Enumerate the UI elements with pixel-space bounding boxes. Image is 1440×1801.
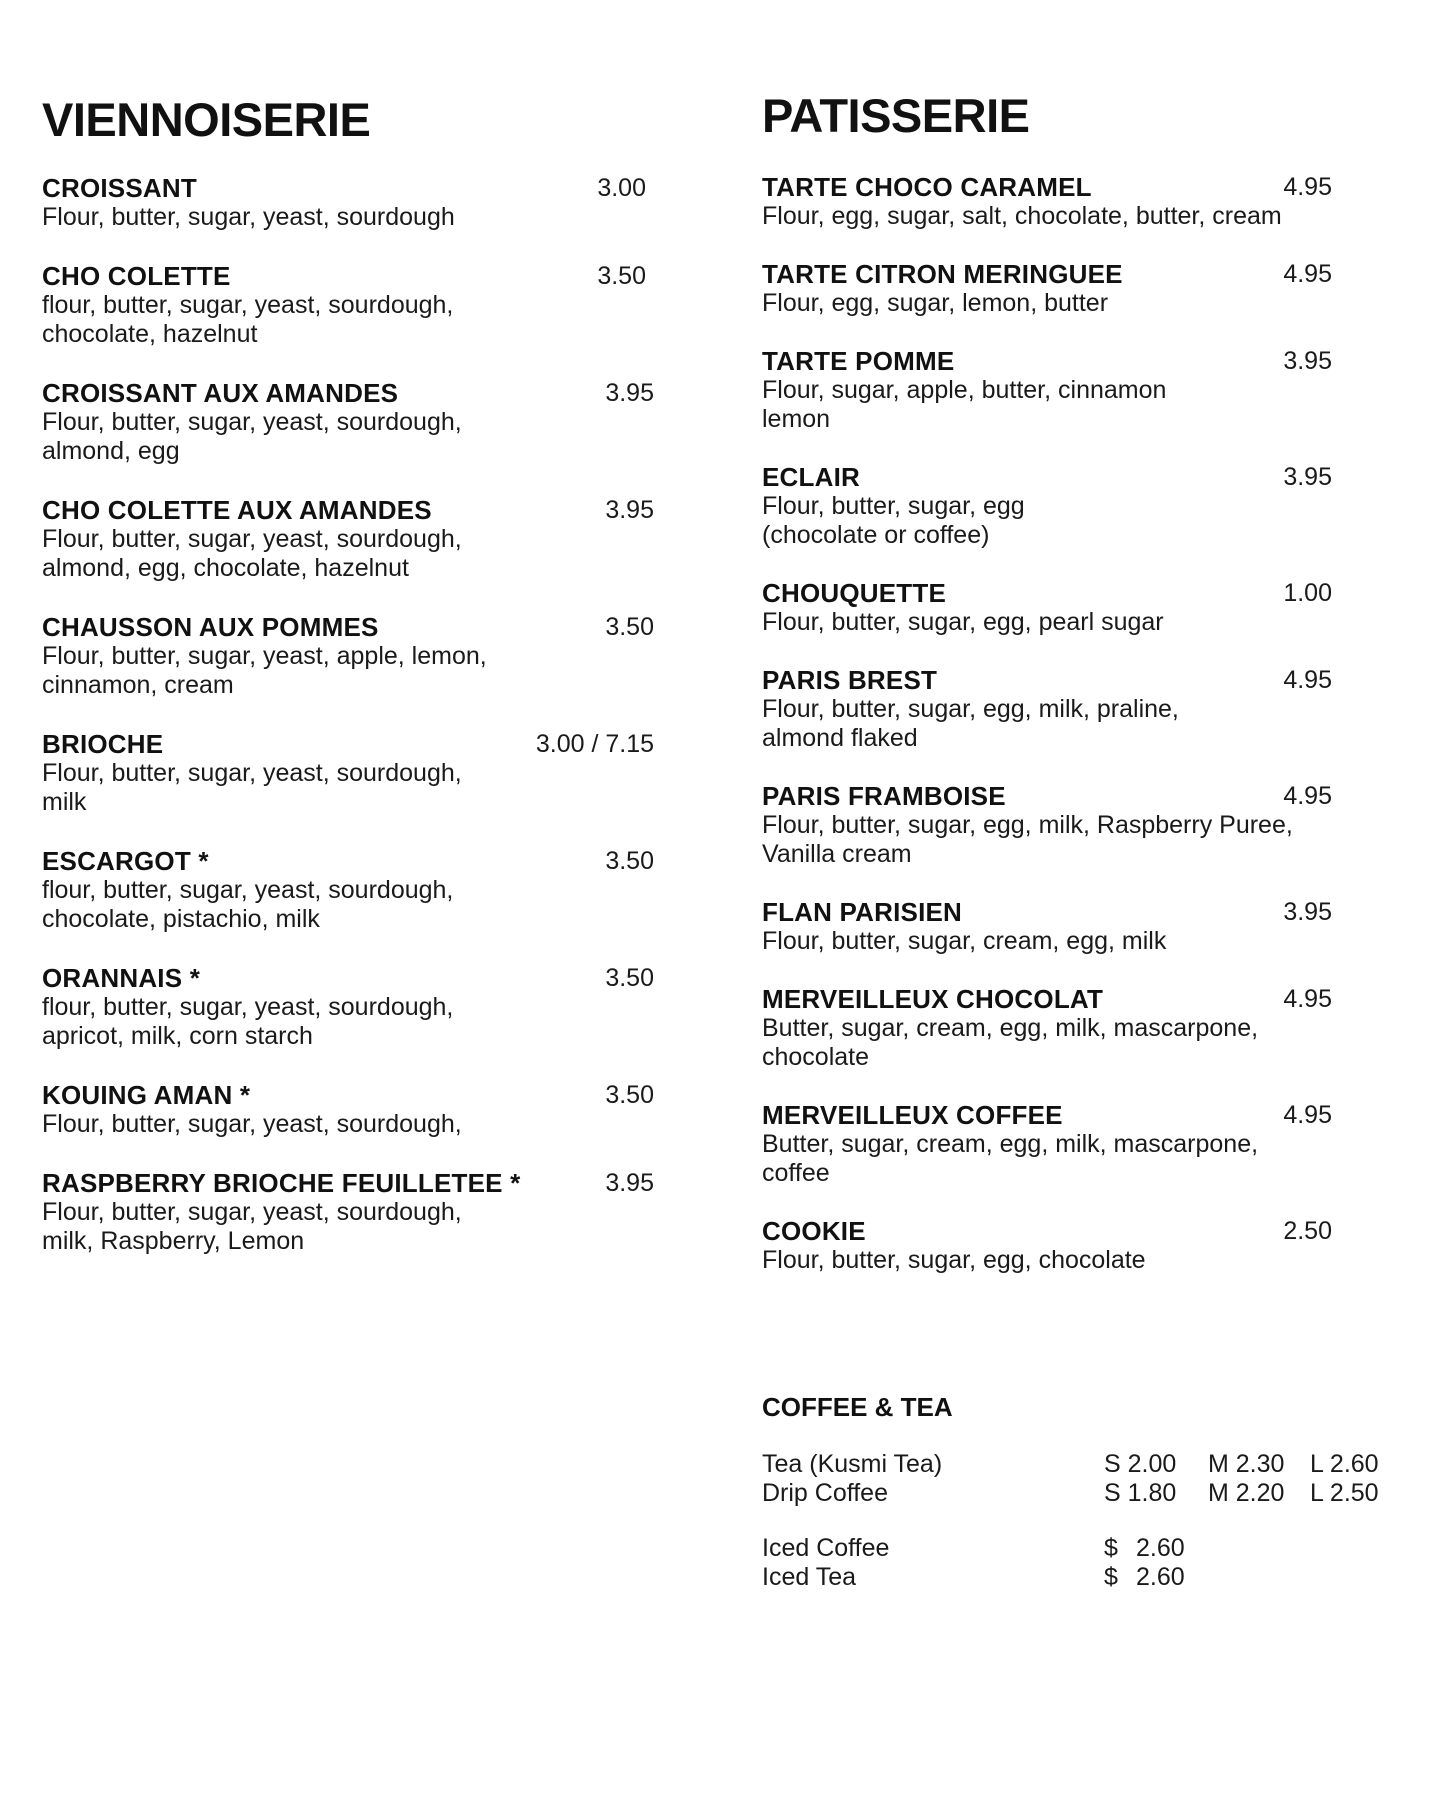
item-name: CHO COLETTE AUX AMANDES [42, 495, 432, 525]
item-description: Flour, butter, sugar, egg (chocolate or coffee) [762, 492, 1025, 549]
item-name: CROISSANT [42, 173, 197, 203]
item-price: 3.95 [1283, 347, 1332, 375]
menu-item [762, 579, 1392, 637]
item-price: 3.50 [597, 262, 646, 290]
menu-item [42, 1169, 652, 1256]
menu-item [42, 1081, 652, 1139]
item-name: CHO COLETTE [42, 261, 231, 291]
menu-item [762, 1101, 1392, 1188]
item-price: 4.95 [1283, 1101, 1332, 1129]
item-price: 3.95 [1283, 463, 1332, 491]
menu-item [42, 379, 652, 466]
item-description: Flour, butter, sugar, yeast, sourdough, almond, egg, chocolate, hazelnut [42, 525, 462, 582]
item-name: KOUING AMAN * [42, 1080, 251, 1110]
patisserie-title: PATISSERIE [762, 89, 1030, 142]
item-description: Flour, butter, sugar, yeast, sourdough, milk [42, 759, 462, 816]
menu-item [762, 782, 1392, 869]
menu-item [42, 262, 652, 349]
viennoiserie-title: VIENNOISERIE [42, 93, 371, 146]
menu-item [42, 847, 652, 934]
item-name: CHOUQUETTE [762, 578, 946, 608]
item-price: 3.00 / 7.15 [535, 730, 654, 758]
item-name: ORANNAIS * [42, 963, 201, 993]
menu-item [42, 730, 652, 817]
item-price: 3.95 [605, 1169, 654, 1197]
item-price: 3.95 [1283, 898, 1332, 926]
item-price: 3.50 [605, 847, 654, 875]
item-name: CROISSANT AUX AMANDES [42, 378, 399, 408]
drink-price: 2.60 [1136, 1563, 1185, 1591]
item-name: COOKIE [762, 1216, 866, 1246]
menu-item [762, 898, 1392, 956]
coffee-tea-section [762, 1392, 1402, 1592]
spacer [762, 1508, 1402, 1534]
size-large-price: L 2.60 [1310, 1450, 1379, 1478]
item-price: 2.50 [1283, 1217, 1332, 1245]
menu-item [762, 985, 1392, 1072]
item-price: 3.50 [605, 1081, 654, 1109]
item-name: MERVEILLEUX COFFEE [762, 1100, 1063, 1130]
drink-name: Tea (Kusmi Tea) [762, 1450, 943, 1478]
drink-row [762, 1534, 1402, 1563]
item-description: Flour, sugar, apple, butter, cinnamon lemon [762, 376, 1167, 433]
item-description: Butter, sugar, cream, egg, milk, mascarpone, chocolate [762, 1014, 1259, 1071]
size-small-price: S 1.80 [1104, 1479, 1177, 1507]
item-description: Flour, butter, sugar, yeast, sourdough, milk, Raspberry, Lemon [42, 1198, 462, 1255]
menu-item [762, 666, 1392, 753]
item-description: flour, butter, sugar, yeast, sourdough, apricot, milk, corn starch [42, 993, 454, 1050]
item-name: TARTE CITRON MERINGUEE [762, 259, 1123, 289]
item-price: 1.00 [1283, 579, 1332, 607]
currency-symbol: $ [1104, 1534, 1118, 1562]
item-name: ESCARGOT * [42, 846, 209, 876]
item-name: FLAN PARISIEN [762, 897, 963, 927]
item-price: 4.95 [1283, 173, 1332, 201]
menu-item [762, 173, 1392, 231]
patisserie-section [762, 88, 1392, 1304]
item-price: 4.95 [1283, 782, 1332, 810]
item-name: RASPBERRY BRIOCHE FEUILLETEE * [42, 1168, 521, 1198]
menu-item [762, 1217, 1392, 1275]
drink-name: Drip Coffee [762, 1479, 888, 1507]
item-description: Butter, sugar, cream, egg, milk, mascarpone, coffee [762, 1130, 1259, 1187]
drink-row [762, 1479, 1402, 1508]
menu-item [42, 964, 652, 1051]
item-description: flour, butter, sugar, yeast, sourdough, chocolate, pistachio, milk [42, 876, 454, 933]
menu-item [762, 260, 1392, 318]
menu-item [42, 613, 652, 700]
item-price: 3.95 [605, 496, 654, 524]
item-description: Flour, butter, sugar, yeast, sourdough, [42, 1110, 462, 1138]
item-name: PARIS BREST [762, 665, 938, 695]
item-price: 3.50 [605, 964, 654, 992]
item-name: CHAUSSON AUX POMMES [42, 612, 379, 642]
item-price: 4.95 [1283, 985, 1332, 1013]
item-description: Flour, butter, sugar, egg, milk, Raspberry Puree, Vanilla cream [762, 811, 1293, 868]
item-name: BRIOCHE [42, 729, 164, 759]
item-description: Flour, butter, sugar, egg, pearl sugar [762, 608, 1164, 636]
size-small-price: S 2.00 [1104, 1450, 1177, 1478]
drink-row [762, 1563, 1402, 1592]
item-price: 4.95 [1283, 260, 1332, 288]
item-price: 3.50 [605, 613, 654, 641]
size-medium-price: M 2.20 [1208, 1479, 1285, 1507]
menu-item [42, 174, 652, 232]
item-price: 3.95 [605, 379, 654, 407]
menu-item [762, 463, 1392, 550]
drink-name: Iced Coffee [762, 1534, 890, 1562]
item-description: Flour, egg, sugar, lemon, butter [762, 289, 1109, 317]
item-name: MERVEILLEUX CHOCOLAT [762, 984, 1104, 1014]
item-description: Flour, butter, sugar, cream, egg, milk [762, 927, 1167, 955]
item-name: TARTE POMME [762, 346, 955, 376]
item-name: PARIS FRAMBOISE [762, 781, 1006, 811]
item-description: Flour, butter, sugar, egg, chocolate [762, 1246, 1146, 1274]
item-name: ECLAIR [762, 462, 860, 492]
item-description: Flour, butter, sugar, yeast, sourdough [42, 203, 455, 231]
drink-name: Iced Tea [762, 1563, 857, 1591]
drink-price: 2.60 [1136, 1534, 1185, 1562]
menu-item [762, 347, 1392, 434]
item-price: 3.00 [597, 174, 646, 202]
item-description: Flour, egg, sugar, salt, chocolate, butter, cream [762, 202, 1282, 230]
coffee-tea-title: COFFEE & TEA [762, 1392, 953, 1422]
currency-symbol: $ [1104, 1563, 1118, 1591]
viennoiserie-section [42, 92, 652, 1286]
drink-row [762, 1450, 1402, 1479]
item-description: flour, butter, sugar, yeast, sourdough, chocolate, hazelnut [42, 291, 454, 348]
item-price: 4.95 [1283, 666, 1332, 694]
item-name: TARTE CHOCO CARAMEL [762, 172, 1092, 202]
item-description: Flour, butter, sugar, egg, milk, praline, almond flaked [762, 695, 1179, 752]
size-medium-price: M 2.30 [1208, 1450, 1285, 1478]
menu-item [42, 496, 652, 583]
item-description: Flour, butter, sugar, yeast, apple, lemon, cinnamon, cream [42, 642, 487, 699]
size-large-price: L 2.50 [1310, 1479, 1379, 1507]
item-description: Flour, butter, sugar, yeast, sourdough, almond, egg [42, 408, 462, 465]
